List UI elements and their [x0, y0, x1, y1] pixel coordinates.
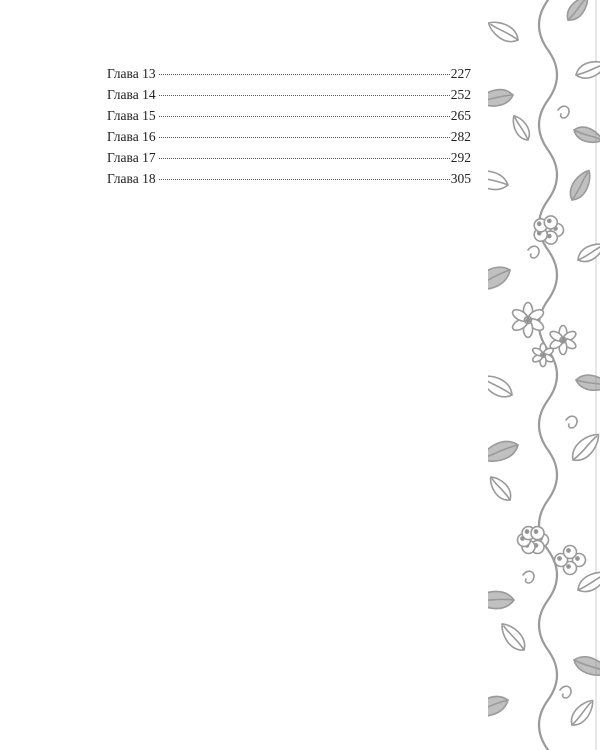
toc-leader-dots: [159, 116, 450, 117]
toc-entry-13[interactable]: [107, 66, 471, 87]
toc-leader-dots: [159, 137, 450, 138]
toc-entry-page: 305: [450, 171, 471, 186]
toc-entry-label: Глава 18: [107, 171, 156, 186]
toc-leader-dots: [159, 74, 450, 75]
toc-entry-label: Глава 14: [107, 87, 156, 102]
toc-leader-dots: [159, 179, 450, 180]
floral-border-icon: [488, 0, 600, 750]
toc-entry-18[interactable]: [107, 171, 471, 192]
toc-entry-page: 282: [450, 129, 471, 144]
toc-entry-page: 292: [450, 150, 471, 165]
toc-entry-16[interactable]: [107, 129, 471, 150]
toc-entry-15[interactable]: [107, 108, 471, 129]
toc-entry-page: 252: [450, 87, 471, 102]
table-of-contents: [107, 66, 471, 192]
toc-entry-label: Глава 17: [107, 150, 156, 165]
toc-entry-page: 227: [450, 66, 471, 81]
toc-entry-17[interactable]: [107, 150, 471, 171]
toc-entry-page: 265: [450, 108, 471, 123]
toc-entry-label: Глава 13: [107, 66, 156, 81]
toc-entry-14[interactable]: [107, 87, 471, 108]
toc-leader-dots: [159, 95, 450, 96]
toc-entry-label: Глава 16: [107, 129, 156, 144]
toc-leader-dots: [159, 158, 450, 159]
toc-entry-label: Глава 15: [107, 108, 156, 123]
